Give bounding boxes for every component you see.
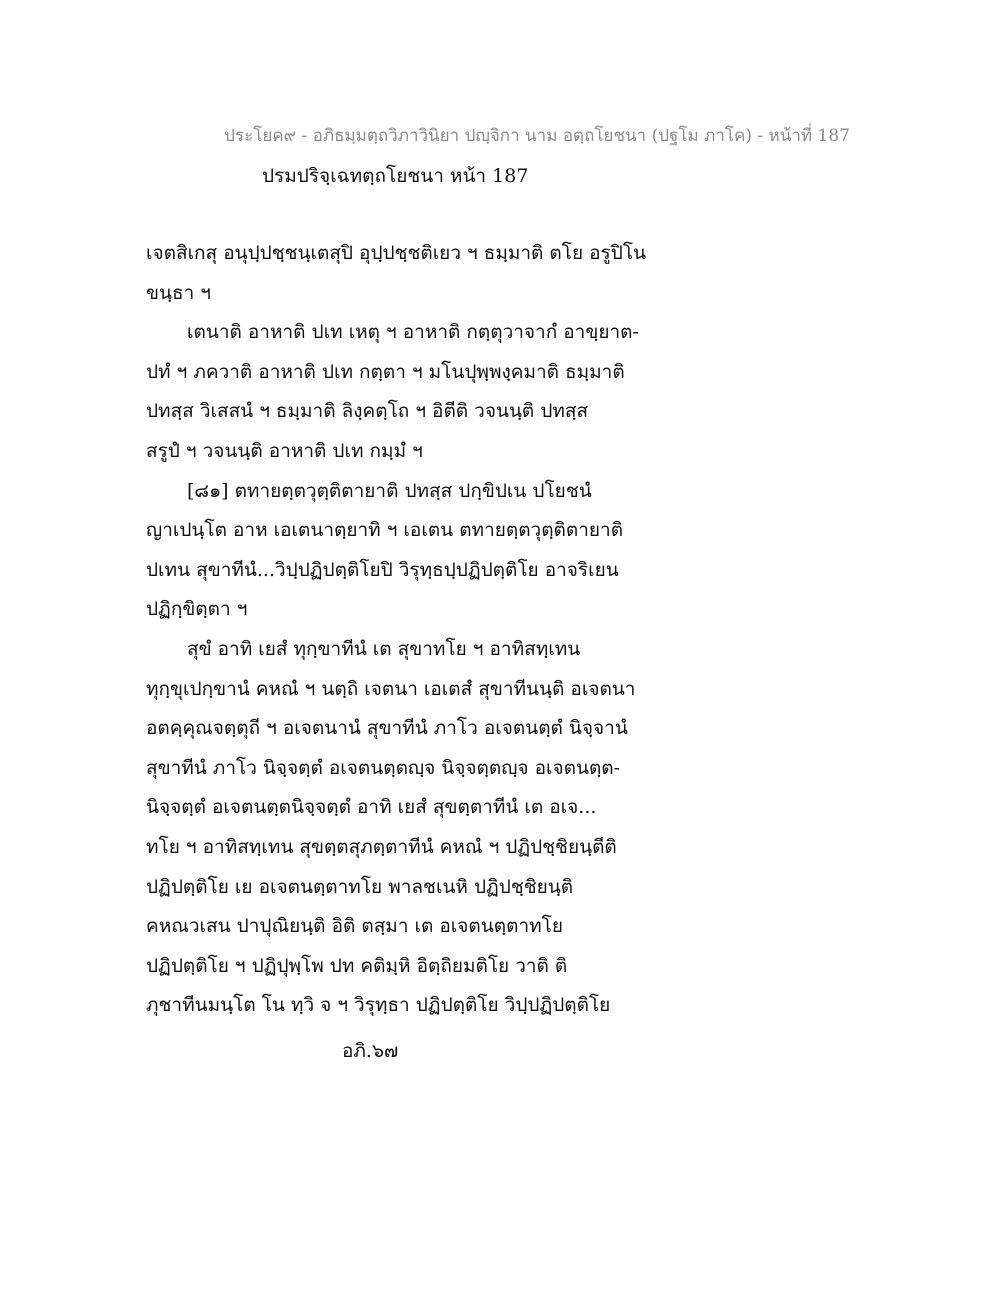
text-line: สุขาทีนํ ภาโว นิจฺจตฺตํ อเจตนตฺตญฺจ นิจฺจตฺตญฺจ อเจตนตฺต- [146,756,621,779]
body-text [146,234,846,1026]
text-line: นิจฺจตฺตํ อเจตนตฺตนิจฺจตฺตํ อาทิ เยสํ สุขตฺตาทีนํ เต อเจ... [146,796,597,819]
text-line: ญาเปนฺโต อาห เอเตนาตฺยาทิ ฯ เอเตน ตทายตฺตวุตฺติตายาติ [146,519,624,542]
section-title: ปรมปริจฺเฉทตฺถโยชนา หน้า 187 [262,165,529,187]
text-line: ปฏิปตฺติโย เย อเจตนตฺตาทโย พาลชเนหิ ปฏิปชฺชิยนฺติ [146,875,574,898]
text-line: เตนาติ อาหาติ ปเท เหตุ ฯ อาหาติ กตฺตุวาจากํ อาขฺยาต- [187,321,639,344]
text-line: [๘๑] ตทายตฺตวุตฺติตายาติ ปทสฺส ปกฺขิปเน ปโยชนํ [187,479,592,502]
text-line: อตคฺคุณจตฺตุถี ฯ อเจตนานํ สุขาทีนํ ภาโว อเจตนตฺตํ นิจฺจานํ [146,717,628,740]
text-line: ปเทน สุขาทีนํ...วิปฺปฏิปตฺติโยปิ วิรุทฺธปฺปฏิปตฺติโย อาจริเยน [146,558,619,581]
footer-code: อภิ.๖๗ [342,1040,399,1062]
text-line: เจตสิเกสุ อนุปฺปชฺชนฺเตสุปิ อุปฺปชฺชติเยว ฯ ธมฺมาติ ตโย อรูปิโน [146,242,647,264]
text-line: ปทํ ฯ ภควาติ อาหาติ ปเท กตฺตา ฯ มโนปุพฺพงฺคมาติ ธมฺมาติ [146,360,625,383]
text-line: ทโย ฯ อาทิสทฺเทน สุขตฺตสุภตฺตาทีนํ คหณํ ฯ ปฏิปชฺชิยนฺตีติ [146,835,617,858]
running-header: ประโยค๙ - อภิธมฺมตฺถวิภาวินิยา ปญฺจิกา นาม อตฺถโยชนา (ปฐโม ภาโค) - หน้าที่ 187 [224,126,850,146]
text-line: สรูปํ ฯ วจนนฺติ อาหาติ ปเท กมฺมํ ฯ [146,439,423,462]
text-line: ภุชาทีนมนฺโต โน ทฺวิ จ ฯ วิรุทฺธา ปฏิปตฺติโย วิปฺปฏิปตฺติโย [146,994,611,1017]
text-line: ขนฺธา ฯ [146,281,211,304]
text-line: ปทสฺส วิเสสนํ ฯ ธมฺมาติ ลิงฺคตฺโถ ฯ อิตีติ วจนนฺติ ปทสฺส [146,400,589,423]
text-line: ปฏิปตฺติโย ฯ ปฏิปุพฺโพ ปท คติมฺหิ อิตฺถิยมติโย วาติ ติ [146,954,568,977]
text-line: คหณวเสน ปาปุณิยนฺติ อิติ ตสฺมา เต อเจตนตฺตาทโย [146,915,563,938]
text-line: สุขํ อาทิ เยสํ ทุกฺขาทีนํ เต สุขาทโย ฯ อาทิสทฺเทน [187,637,581,660]
text-line: ปฏิกฺขิตฺตา ฯ [146,598,248,621]
text-line: ทุกฺขุเปกฺขานํ คหณํ ฯ นตฺถิ เจตนา เอเตสํ สุขาทีนนฺติ อเจตนา [146,677,636,700]
